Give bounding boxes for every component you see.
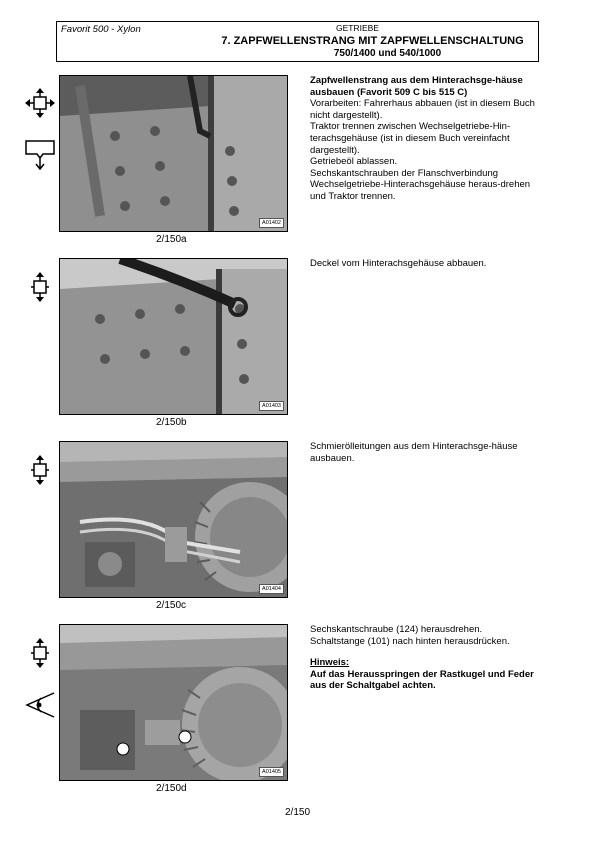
drain-icon bbox=[23, 138, 57, 177]
page-header bbox=[56, 21, 539, 62]
image-code: A01402 bbox=[259, 218, 284, 228]
model-name: Favorit 500 - Xylon bbox=[61, 24, 141, 35]
step-line: Vorarbeiten: Fahrerhaus abbauen (ist in diesem Buch nicht dargestellt). bbox=[310, 98, 535, 121]
step-text bbox=[310, 75, 545, 203]
step-heading: Zapfwellenstrang aus dem Hinterachsge-häuse ausbauen (Favorit 509 C bis 515 C) bbox=[310, 75, 523, 98]
chapter-name: GETRIEBE bbox=[336, 23, 379, 33]
inspect-eye-icon bbox=[23, 690, 57, 725]
step-line: Sechskantschrauben der Flanschverbindung Wechselgetriebe-Hinterachsgehäuse heraus-drehen und Traktor trennen. bbox=[310, 167, 531, 202]
step-line: Traktor trennen zwischen Wechselgetriebe-Hin-terachsgehäuse (ist in diesem Buch vereinfacht dargestellt). bbox=[310, 121, 511, 156]
hint-label: Hinweis: bbox=[310, 657, 350, 669]
step-text bbox=[310, 624, 545, 692]
hint-text: Auf das Herausspringen der Rastkugel und Feder aus der Schaltgabel achten. bbox=[310, 668, 534, 692]
section-subtitle: 750/1400 und 540/1000 bbox=[333, 48, 442, 59]
step-line: Deckel vom Hinterachsgehäuse abbauen. bbox=[310, 258, 487, 269]
section-title: 7. ZAPFWELLENSTRANG MIT ZAPFWELLENSCHALTUNG bbox=[221, 35, 524, 47]
step-line: Schaltstange (101) nach hinten herausdrücken. bbox=[310, 635, 510, 647]
photo-step-b bbox=[59, 258, 288, 415]
photo-step-a bbox=[59, 75, 288, 232]
move-arrows-icon bbox=[23, 86, 57, 125]
step-text bbox=[310, 441, 545, 464]
image-code: A01405 bbox=[259, 767, 284, 777]
step-line: Getriebeöl ablassen. bbox=[310, 156, 398, 168]
figure-caption: 2/150c bbox=[156, 600, 187, 611]
remove-icon bbox=[23, 453, 57, 492]
figure-caption: 2/150d bbox=[156, 783, 187, 794]
figure-caption: 2/150b bbox=[156, 417, 187, 428]
remove-icon bbox=[23, 636, 57, 675]
image-code: A01404 bbox=[259, 584, 284, 594]
page-number: 2/150 bbox=[284, 807, 311, 818]
remove-icon bbox=[23, 270, 57, 309]
step-line: Schmierölleitungen aus dem Hinterachsge-häuse ausbauen. bbox=[310, 441, 518, 464]
image-code: A01403 bbox=[259, 401, 284, 411]
step-text bbox=[310, 258, 545, 270]
step-line: Sechskantschraube (124) herausdrehen. bbox=[310, 624, 483, 635]
photo-step-c bbox=[59, 441, 288, 598]
figure-caption: 2/150a bbox=[156, 234, 187, 245]
photo-step-d bbox=[59, 624, 288, 781]
